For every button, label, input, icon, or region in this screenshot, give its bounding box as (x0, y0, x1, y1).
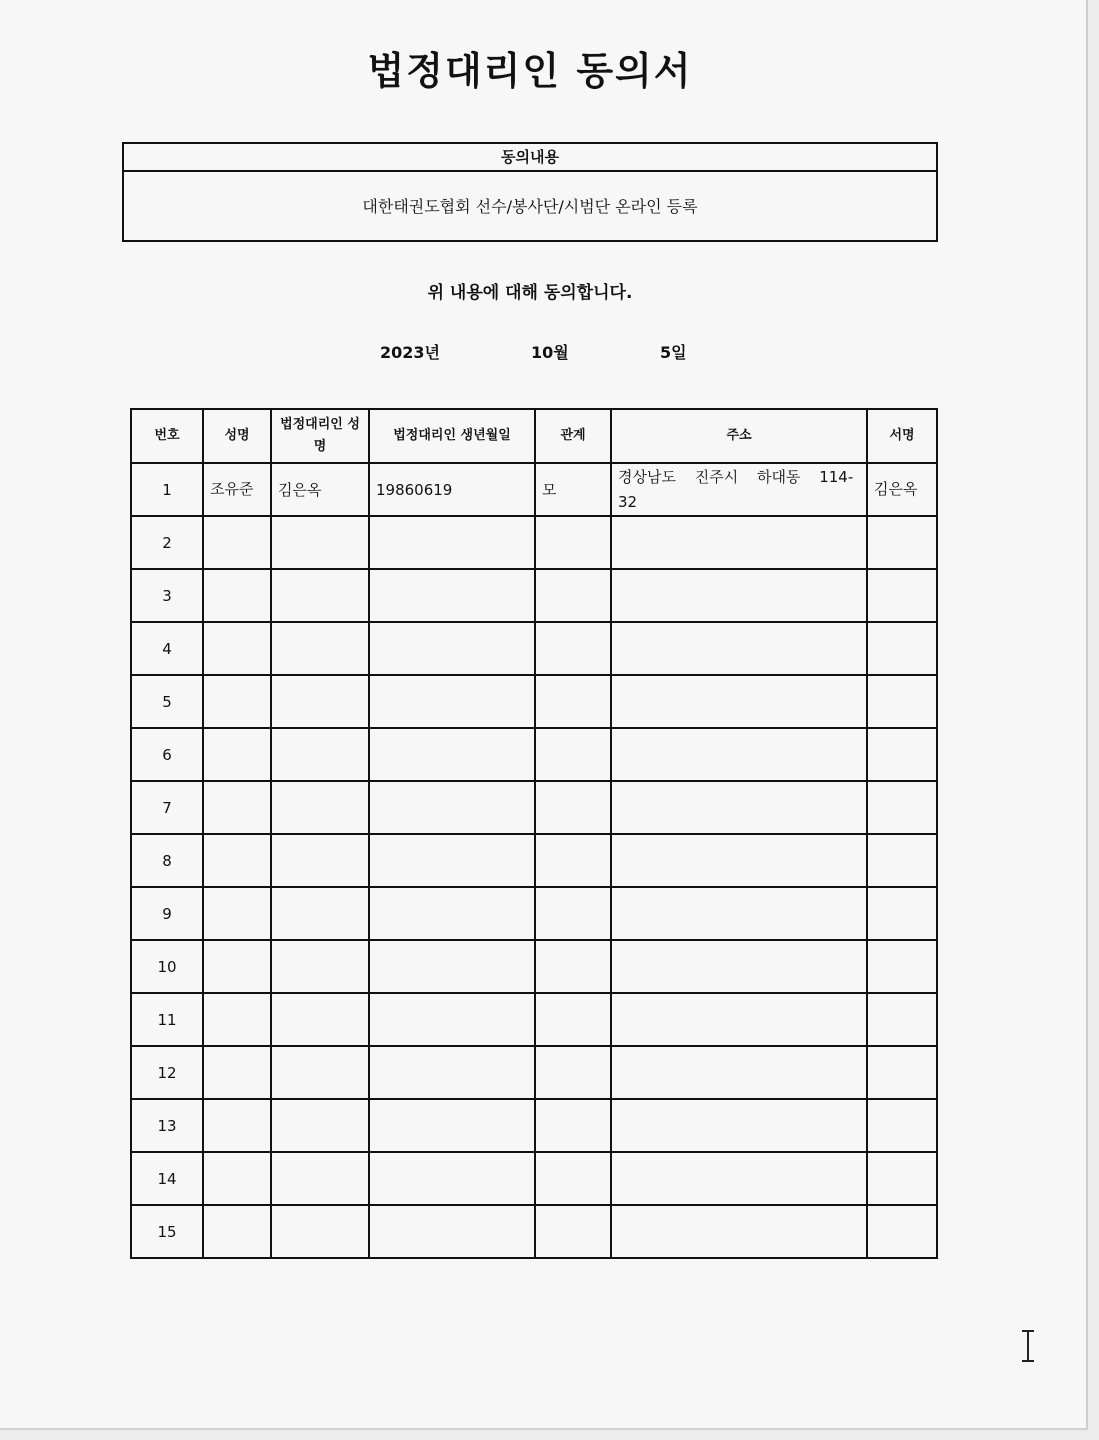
table-row (131, 1099, 937, 1152)
cell-name (203, 993, 271, 1046)
header-signature: 서명 (867, 409, 937, 463)
table-row (131, 675, 937, 728)
cell-guardian-name (271, 1099, 369, 1152)
cell-signature (867, 1205, 937, 1258)
cell-number: 1 (131, 463, 203, 516)
cell-guardian-birth (369, 1205, 535, 1258)
cell-address (611, 887, 867, 940)
table-body (131, 463, 937, 1258)
table-row (131, 569, 937, 622)
cell-guardian-birth (369, 834, 535, 887)
cell-address (611, 834, 867, 887)
cell-address (611, 569, 867, 622)
table-row (131, 516, 937, 569)
cell-address (611, 1046, 867, 1099)
cell-number: 14 (131, 1152, 203, 1205)
consent-heading: 동의내용 (124, 144, 936, 172)
cell-number: 4 (131, 622, 203, 675)
table-row (131, 834, 937, 887)
cell-number: 9 (131, 887, 203, 940)
table-row (131, 463, 937, 516)
cell-number: 2 (131, 516, 203, 569)
text-cursor-icon (1022, 1330, 1034, 1362)
cell-address (611, 675, 867, 728)
cell-name (203, 1205, 271, 1258)
cell-guardian-birth (369, 728, 535, 781)
cell-address (611, 781, 867, 834)
cell-guardian-birth (369, 993, 535, 1046)
cell-relation (535, 516, 611, 569)
cell-guardian-name (271, 728, 369, 781)
cell-guardian-name (271, 1205, 369, 1258)
cell-relation (535, 940, 611, 993)
table-row (131, 1046, 937, 1099)
cell-relation (535, 834, 611, 887)
table-row (131, 993, 937, 1046)
cell-name (203, 516, 271, 569)
cell-relation (535, 1046, 611, 1099)
cell-number: 5 (131, 675, 203, 728)
cell-guardian-name (271, 834, 369, 887)
cell-signature (867, 887, 937, 940)
cell-address (611, 622, 867, 675)
cell-signature (867, 1099, 937, 1152)
cell-number: 3 (131, 569, 203, 622)
cell-guardian-birth (369, 516, 535, 569)
cell-guardian-name (271, 993, 369, 1046)
cell-signature (867, 781, 937, 834)
cell-relation (535, 622, 611, 675)
cell-guardian-birth (369, 940, 535, 993)
cell-name (203, 675, 271, 728)
cell-address (611, 1152, 867, 1205)
cell-name (203, 887, 271, 940)
consent-box (122, 142, 938, 242)
table-row (131, 622, 937, 675)
date-month: 10월 (531, 343, 569, 362)
cell-name (203, 569, 271, 622)
cell-relation (535, 1205, 611, 1258)
cell-name (203, 781, 271, 834)
header-guardian-birth: 법정대리인 생년월일 (369, 409, 535, 463)
cell-guardian-birth (369, 1099, 535, 1152)
cell-signature (867, 516, 937, 569)
cell-signature: 김은옥 (867, 463, 937, 516)
cell-number: 11 (131, 993, 203, 1046)
cell-number: 12 (131, 1046, 203, 1099)
cell-name (203, 1046, 271, 1099)
cell-name (203, 940, 271, 993)
table-row (131, 940, 937, 993)
cell-guardian-birth (369, 1046, 535, 1099)
cell-address (611, 940, 867, 993)
cell-number: 13 (131, 1099, 203, 1152)
agreement-statement: 위 내용에 대해 동의합니다. (427, 283, 633, 303)
cell-guardian-name (271, 622, 369, 675)
cell-name (203, 622, 271, 675)
cell-signature (867, 569, 937, 622)
cell-relation (535, 993, 611, 1046)
date-year: 2023년 (380, 343, 440, 362)
cell-signature (867, 728, 937, 781)
table-row (131, 728, 937, 781)
consent-roster-table (130, 408, 938, 1259)
cell-guardian-name (271, 781, 369, 834)
cell-address: 경상남도 진주시 하대동 114-32 (611, 463, 867, 516)
header-relation: 관계 (535, 409, 611, 463)
cell-name: 조유준 (203, 463, 271, 516)
cell-guardian-name (271, 940, 369, 993)
cell-guardian-birth (369, 622, 535, 675)
cell-relation (535, 728, 611, 781)
header-guardian-name: 법정대리인 성명 (271, 409, 369, 463)
table-row (131, 781, 937, 834)
cell-number: 15 (131, 1205, 203, 1258)
cell-relation (535, 675, 611, 728)
cell-name (203, 1152, 271, 1205)
cell-name (203, 1099, 271, 1152)
cell-name (203, 834, 271, 887)
cell-relation (535, 887, 611, 940)
consent-content: 대한태권도협회 선수/봉사단/시범단 온라인 등록 (362, 197, 698, 216)
header-name: 성명 (203, 409, 271, 463)
cell-guardian-name (271, 887, 369, 940)
cell-signature (867, 1046, 937, 1099)
table-header-row (131, 409, 937, 463)
cell-guardian-birth (369, 781, 535, 834)
cell-relation (535, 1099, 611, 1152)
cell-relation (535, 569, 611, 622)
cell-guardian-name (271, 569, 369, 622)
date-day: 5일 (660, 343, 687, 362)
cell-address (611, 516, 867, 569)
header-number: 번호 (131, 409, 203, 463)
cell-signature (867, 940, 937, 993)
cell-number: 6 (131, 728, 203, 781)
cell-guardian-name: 김은옥 (271, 463, 369, 516)
cell-relation (535, 1152, 611, 1205)
cell-number: 7 (131, 781, 203, 834)
cell-relation: 모 (535, 463, 611, 516)
cell-guardian-birth (369, 569, 535, 622)
cell-signature (867, 993, 937, 1046)
cell-guardian-name (271, 1152, 369, 1205)
cell-address (611, 1099, 867, 1152)
cell-guardian-birth (369, 675, 535, 728)
cell-relation (535, 781, 611, 834)
cell-signature (867, 1152, 937, 1205)
cell-address (611, 993, 867, 1046)
table-row (131, 1152, 937, 1205)
cell-guardian-name (271, 516, 369, 569)
cell-address (611, 728, 867, 781)
cell-number: 10 (131, 940, 203, 993)
table-row (131, 887, 937, 940)
cell-name (203, 728, 271, 781)
cell-guardian-birth (369, 887, 535, 940)
cell-guardian-name (271, 675, 369, 728)
cell-signature (867, 834, 937, 887)
cell-signature (867, 675, 937, 728)
cell-signature (867, 622, 937, 675)
cell-address (611, 1205, 867, 1258)
document-title: 법정대리인 동의서 (367, 49, 693, 93)
cell-guardian-name (271, 1046, 369, 1099)
header-address: 주소 (611, 409, 867, 463)
cell-number: 8 (131, 834, 203, 887)
cell-guardian-birth (369, 1152, 535, 1205)
table-row (131, 1205, 937, 1258)
cell-guardian-birth: 19860619 (369, 463, 535, 516)
